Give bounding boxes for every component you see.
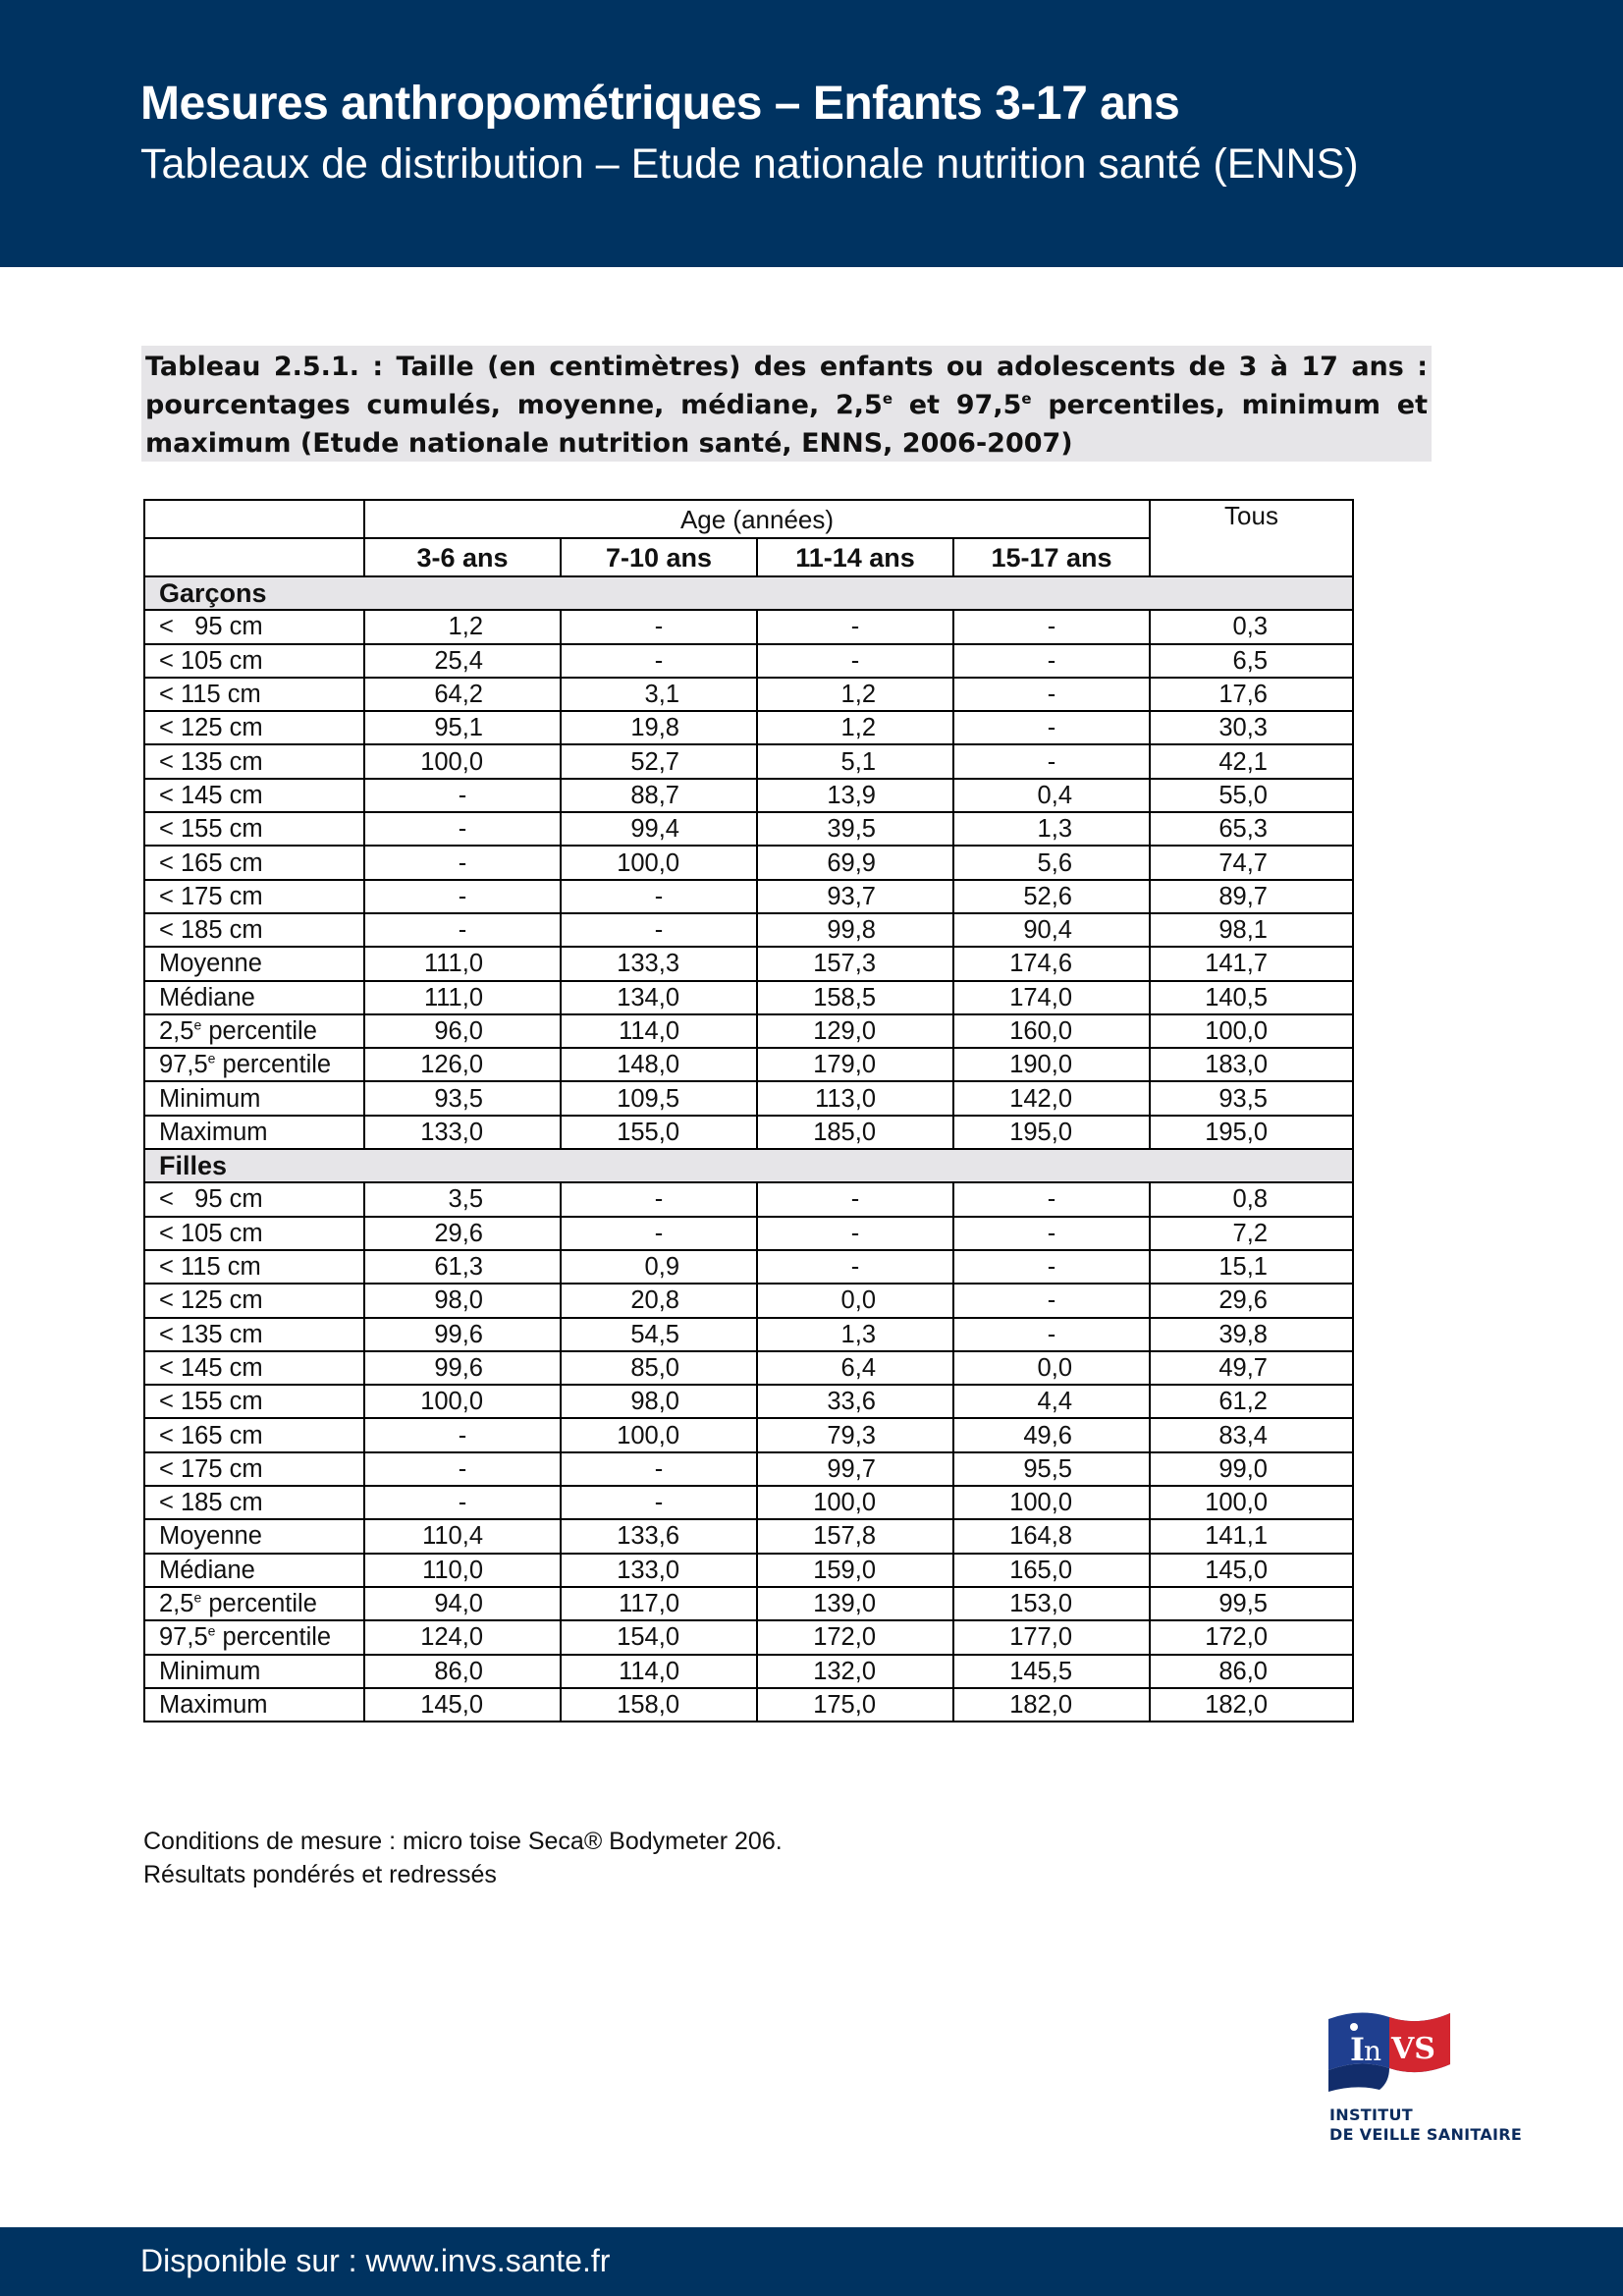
- table-cell: -: [757, 1250, 953, 1284]
- table-cell: 86,0: [1150, 1655, 1353, 1688]
- row-label-text: < 135 cm: [159, 1320, 263, 1348]
- table-cell: 86,0: [364, 1655, 561, 1688]
- table-cell: -: [364, 1418, 561, 1451]
- row-label-sup: e: [193, 1016, 202, 1033]
- table-row: [144, 644, 1353, 678]
- header-corner-2: [144, 538, 364, 576]
- invs-flag-icon: [1321, 2003, 1458, 2102]
- row-label-text: < 125 cm: [159, 714, 263, 742]
- table-cell: 95,1: [364, 711, 561, 744]
- page-title: Mesures anthropométriques – Enfants 3-17 ans: [140, 78, 1180, 130]
- table-cell: 141,1: [1150, 1519, 1353, 1553]
- table-row: [144, 1655, 1353, 1688]
- table-cell: -: [364, 1486, 561, 1519]
- table-cell: 89,7: [1150, 880, 1353, 913]
- table-row: [144, 1385, 1353, 1418]
- table-cell: 52,7: [561, 744, 757, 778]
- row-label-text: 2,5: [159, 1590, 194, 1618]
- table-cell: 1,3: [953, 812, 1150, 846]
- row-label-text: < 165 cm: [159, 1421, 263, 1449]
- table-cell: 0,3: [1150, 610, 1353, 643]
- table-cell: 154,0: [561, 1620, 757, 1654]
- table-cell: 49,6: [953, 1418, 1150, 1451]
- table-cell: 157,3: [757, 947, 953, 980]
- table-row: [144, 678, 1353, 711]
- row-label: [144, 711, 364, 744]
- table-row: [144, 1318, 1353, 1351]
- table-cell: 114,0: [561, 1014, 757, 1048]
- row-label-text: < 125 cm: [159, 1286, 263, 1315]
- table-row: [144, 1014, 1353, 1048]
- row-label-text: < 115 cm: [159, 681, 261, 709]
- page-subtitle: Tableaux de distribution – Etude nationale nutrition santé (ENNS): [140, 140, 1359, 188]
- table-cell: 0,8: [1150, 1182, 1353, 1216]
- row-label-suffix: percentile: [201, 1590, 317, 1618]
- caption-part-1: Tableau 2.5.1. : Taille (en centimètres) des enfants ou adolescents de 3 à 17 ans : pourcentages cumulés, moyenne, médiane, 2,5: [145, 352, 1428, 420]
- table-cell: 95,5: [953, 1452, 1150, 1486]
- row-label: [144, 981, 364, 1014]
- table-cell: 96,0: [364, 1014, 561, 1048]
- table-cell: 145,0: [1150, 1554, 1353, 1587]
- row-label: [144, 1655, 364, 1688]
- table-row: [144, 1519, 1353, 1553]
- row-label: [144, 1048, 364, 1081]
- row-label-text: Médiane: [159, 1556, 255, 1584]
- table-cell: -: [953, 1250, 1150, 1284]
- table-row: [144, 744, 1353, 778]
- table-row: [144, 913, 1353, 947]
- table-row: [144, 846, 1353, 879]
- row-label-text: < 185 cm: [159, 916, 263, 945]
- header-corner: [144, 500, 364, 538]
- section-title: Garçons: [144, 576, 1353, 610]
- table-cell: -: [364, 880, 561, 913]
- row-label: [144, 1014, 364, 1048]
- row-label-text: < 155 cm: [159, 815, 263, 844]
- table-row: [144, 981, 1353, 1014]
- row-label-text: < 135 cm: [159, 747, 263, 776]
- table-row: [144, 1284, 1353, 1317]
- table-cell: 182,0: [1150, 1688, 1353, 1722]
- table-cell: 113,0: [757, 1081, 953, 1115]
- svg-text:VS: VS: [1391, 2032, 1435, 2066]
- table-cell: 142,0: [953, 1081, 1150, 1115]
- table-row: [144, 1048, 1353, 1081]
- table-row: [144, 1418, 1353, 1451]
- table-cell: 99,6: [364, 1351, 561, 1385]
- table-row: [144, 812, 1353, 846]
- table-cell: 39,8: [1150, 1318, 1353, 1351]
- table-cell: 1,3: [757, 1318, 953, 1351]
- row-label: [144, 1116, 364, 1149]
- table-cell: 133,0: [561, 1554, 757, 1587]
- row-label-text: < 175 cm: [159, 882, 263, 910]
- row-label: [144, 812, 364, 846]
- table-cell: -: [953, 1182, 1150, 1216]
- table-cell: 110,4: [364, 1519, 561, 1553]
- table-cell: 3,1: [561, 678, 757, 711]
- row-label-text: 97,5: [159, 1623, 208, 1652]
- table-cell: 114,0: [561, 1655, 757, 1688]
- row-label-suffix: percentile: [215, 1051, 332, 1079]
- table-cell: 20,8: [561, 1284, 757, 1317]
- table-cell: 99,6: [364, 1318, 561, 1351]
- table-cell: 0,4: [953, 779, 1150, 812]
- note-weighting: Résultats pondérés et redressés: [143, 1861, 497, 1888]
- row-label: [144, 1081, 364, 1115]
- table-cell: 124,0: [364, 1620, 561, 1654]
- row-label-text: < 165 cm: [159, 848, 263, 877]
- table-cell: 132,0: [757, 1655, 953, 1688]
- table-cell: 98,0: [364, 1284, 561, 1317]
- table-cell: 100,0: [1150, 1486, 1353, 1519]
- table-cell: 1,2: [757, 711, 953, 744]
- header-row-1: [144, 500, 1353, 538]
- table-cell: 148,0: [561, 1048, 757, 1081]
- caption-part-2: et 97,5: [893, 390, 1022, 420]
- table-cell: -: [364, 779, 561, 812]
- table-cell: 100,0: [757, 1486, 953, 1519]
- table-cell: 99,8: [757, 913, 953, 947]
- table-cell: 165,0: [953, 1554, 1150, 1587]
- table-cell: 94,0: [364, 1587, 561, 1620]
- row-label: [144, 880, 364, 913]
- logo-text-veille: DE VEILLE SANITAIRE: [1329, 2125, 1523, 2144]
- table-cell: 15,1: [1150, 1250, 1353, 1284]
- table-cell: 17,6: [1150, 678, 1353, 711]
- table-cell: 110,0: [364, 1554, 561, 1587]
- table-cell: -: [561, 1182, 757, 1216]
- table-caption: [141, 346, 1432, 462]
- row-label-text: Maximum: [159, 1690, 268, 1719]
- row-label-sup: e: [207, 1622, 216, 1639]
- col-header-15-17: 15-17 ans: [953, 538, 1150, 576]
- row-label: [144, 1587, 364, 1620]
- table-cell: 79,3: [757, 1418, 953, 1451]
- table-row: [144, 1116, 1353, 1149]
- row-label-text: < 145 cm: [159, 781, 263, 809]
- age-header: Age (années): [364, 500, 1150, 538]
- table-row: [144, 1452, 1353, 1486]
- row-label: [144, 1452, 364, 1486]
- table-cell: 111,0: [364, 947, 561, 980]
- table-cell: 100,0: [1150, 1014, 1353, 1048]
- row-label: [144, 1418, 364, 1451]
- table-cell: 6,5: [1150, 644, 1353, 678]
- table-row: [144, 947, 1353, 980]
- section-row: [144, 576, 1353, 610]
- table-cell: 100,0: [364, 744, 561, 778]
- table-cell: 195,0: [1150, 1116, 1353, 1149]
- row-label: [144, 1318, 364, 1351]
- table-cell: 1,2: [757, 678, 953, 711]
- table-cell: 30,3: [1150, 711, 1353, 744]
- table-row: [144, 1182, 1353, 1216]
- table-cell: 140,5: [1150, 981, 1353, 1014]
- table-cell: 133,3: [561, 947, 757, 980]
- table-cell: -: [561, 644, 757, 678]
- table-cell: 85,0: [561, 1351, 757, 1385]
- table-cell: 4,4: [953, 1385, 1150, 1418]
- row-label: [144, 1519, 364, 1553]
- table-cell: 183,0: [1150, 1048, 1353, 1081]
- table-cell: 74,7: [1150, 846, 1353, 879]
- row-label-sup: e: [193, 1589, 202, 1606]
- table-cell: -: [561, 1452, 757, 1486]
- table-cell: 19,8: [561, 711, 757, 744]
- row-label-text: < 175 cm: [159, 1454, 263, 1483]
- table-cell: 5,6: [953, 846, 1150, 879]
- row-label: [144, 744, 364, 778]
- table-cell: 0,0: [953, 1351, 1150, 1385]
- table-cell: 7,2: [1150, 1217, 1353, 1250]
- row-label: [144, 1385, 364, 1418]
- table-row: [144, 1554, 1353, 1587]
- row-label-text: Médiane: [159, 983, 255, 1011]
- table-cell: 158,5: [757, 981, 953, 1014]
- table-cell: 172,0: [757, 1620, 953, 1654]
- table-cell: 90,4: [953, 913, 1150, 947]
- section-row: [144, 1149, 1353, 1182]
- table-cell: 153,0: [953, 1587, 1150, 1620]
- col-header-7-10: 7-10 ans: [561, 538, 757, 576]
- table-cell: 145,0: [364, 1688, 561, 1722]
- table-cell: 100,0: [953, 1486, 1150, 1519]
- table-cell: 182,0: [953, 1688, 1150, 1722]
- table-cell: 5,1: [757, 744, 953, 778]
- col-header-11-14: 11-14 ans: [757, 538, 953, 576]
- table-row: [144, 1351, 1353, 1385]
- table-cell: 134,0: [561, 981, 757, 1014]
- row-label-text: Moyenne: [159, 950, 262, 978]
- table-cell: -: [757, 1217, 953, 1250]
- invs-logo: [1321, 2003, 1523, 2151]
- table-cell: -: [561, 610, 757, 643]
- row-label: [144, 1554, 364, 1587]
- row-label-text: Moyenne: [159, 1522, 262, 1551]
- table-row: [144, 711, 1353, 744]
- table-cell: 55,0: [1150, 779, 1353, 812]
- table-cell: 54,5: [561, 1318, 757, 1351]
- table-cell: 3,5: [364, 1182, 561, 1216]
- row-label: [144, 947, 364, 980]
- table-cell: 98,1: [1150, 913, 1353, 947]
- row-label-text: < 95 cm: [159, 613, 263, 641]
- table-cell: 6,4: [757, 1351, 953, 1385]
- row-label: [144, 644, 364, 678]
- footer-link-text[interactable]: Disponible sur : www.invs.sante.fr: [140, 2243, 611, 2278]
- row-label-text: < 105 cm: [159, 646, 263, 675]
- table-cell: 0,0: [757, 1284, 953, 1317]
- caption-sup-1: e: [882, 390, 893, 408]
- table-cell: 93,7: [757, 880, 953, 913]
- table-row: [144, 880, 1353, 913]
- row-label-text: < 185 cm: [159, 1489, 263, 1517]
- table-cell: 88,7: [561, 779, 757, 812]
- logo-text-institut: INSTITUT: [1329, 2105, 1413, 2124]
- table-row: [144, 610, 1353, 643]
- table-cell: 99,5: [1150, 1587, 1353, 1620]
- row-label-text: < 145 cm: [159, 1353, 263, 1382]
- table-cell: -: [953, 644, 1150, 678]
- table-cell: 174,0: [953, 981, 1150, 1014]
- table-cell: -: [561, 913, 757, 947]
- table-cell: 133,0: [364, 1116, 561, 1149]
- table-cell: 61,2: [1150, 1385, 1353, 1418]
- col-header-3-6: 3-6 ans: [364, 538, 561, 576]
- table-cell: -: [953, 744, 1150, 778]
- row-label-text: Minimum: [159, 1657, 261, 1685]
- table-cell: 99,0: [1150, 1452, 1353, 1486]
- row-label: [144, 610, 364, 643]
- row-label: [144, 846, 364, 879]
- table-cell: -: [953, 678, 1150, 711]
- section-title: Filles: [144, 1149, 1353, 1182]
- table-cell: 179,0: [757, 1048, 953, 1081]
- table-cell: -: [953, 1284, 1150, 1317]
- tous-header: Tous: [1150, 500, 1353, 576]
- table-cell: 1,2: [364, 610, 561, 643]
- table-cell: -: [757, 644, 953, 678]
- row-label-text: < 95 cm: [159, 1185, 263, 1214]
- row-label-text: Minimum: [159, 1084, 261, 1113]
- table-cell: 158,0: [561, 1688, 757, 1722]
- table-cell: 49,7: [1150, 1351, 1353, 1385]
- table-cell: -: [364, 913, 561, 947]
- caption-sup-2: e: [1021, 390, 1032, 408]
- row-label-sup: e: [207, 1050, 216, 1066]
- table-cell: -: [953, 711, 1150, 744]
- table-cell: 64,2: [364, 678, 561, 711]
- table-cell: 175,0: [757, 1688, 953, 1722]
- row-label: [144, 913, 364, 947]
- table-cell: 109,5: [561, 1081, 757, 1115]
- table-cell: 39,5: [757, 812, 953, 846]
- table-cell: 172,0: [1150, 1620, 1353, 1654]
- table-cell: 145,5: [953, 1655, 1150, 1688]
- table-cell: 185,0: [757, 1116, 953, 1149]
- table-row: [144, 1217, 1353, 1250]
- table-row: [144, 1620, 1353, 1654]
- table-cell: 0,9: [561, 1250, 757, 1284]
- table-cell: -: [953, 610, 1150, 643]
- table-cell: 160,0: [953, 1014, 1150, 1048]
- row-label-suffix: percentile: [201, 1017, 317, 1045]
- row-label: [144, 678, 364, 711]
- table-cell: 164,8: [953, 1519, 1150, 1553]
- table-cell: -: [364, 846, 561, 879]
- table-cell: 100,0: [561, 1418, 757, 1451]
- table-cell: 83,4: [1150, 1418, 1353, 1451]
- table-cell: 98,0: [561, 1385, 757, 1418]
- data-table: [143, 499, 1354, 1722]
- svg-text:I: I: [1350, 2031, 1365, 2068]
- row-label-text: 2,5: [159, 1017, 194, 1045]
- table-cell: 93,5: [364, 1081, 561, 1115]
- table-cell: -: [757, 1182, 953, 1216]
- row-label-text: < 105 cm: [159, 1219, 263, 1247]
- header-banner: [0, 0, 1623, 267]
- table-row: [144, 1081, 1353, 1115]
- table-cell: -: [561, 1217, 757, 1250]
- row-label: [144, 1284, 364, 1317]
- table-cell: 99,7: [757, 1452, 953, 1486]
- note-conditions: Conditions de mesure : micro toise Seca® Bodymeter 206.: [143, 1828, 783, 1855]
- row-label: [144, 1351, 364, 1385]
- table-cell: -: [364, 1452, 561, 1486]
- row-label-text: Maximum: [159, 1118, 268, 1146]
- row-label: [144, 779, 364, 812]
- table-cell: 99,4: [561, 812, 757, 846]
- table-cell: 157,8: [757, 1519, 953, 1553]
- table-row: [144, 1250, 1353, 1284]
- table-cell: 33,6: [757, 1385, 953, 1418]
- row-label-text: 97,5: [159, 1051, 208, 1079]
- table-cell: 117,0: [561, 1587, 757, 1620]
- table-row: [144, 1688, 1353, 1722]
- row-label: [144, 1486, 364, 1519]
- footer-banner: [0, 2227, 1623, 2296]
- table-cell: 159,0: [757, 1554, 953, 1587]
- table-cell: 100,0: [364, 1385, 561, 1418]
- table-cell: 65,3: [1150, 812, 1353, 846]
- table-row: [144, 779, 1353, 812]
- table-cell: 42,1: [1150, 744, 1353, 778]
- table-cell: -: [953, 1217, 1150, 1250]
- table-cell: 13,9: [757, 779, 953, 812]
- row-label: [144, 1688, 364, 1722]
- table-cell: -: [561, 880, 757, 913]
- row-label: [144, 1620, 364, 1654]
- table-cell: -: [561, 1486, 757, 1519]
- table-cell: 174,6: [953, 947, 1150, 980]
- row-label: [144, 1250, 364, 1284]
- table-cell: 126,0: [364, 1048, 561, 1081]
- caption-part-3: percentiles, minimum et maximum (Etude nationale nutrition santé, ENNS, 2006-2007): [145, 390, 1428, 459]
- table-cell: 52,6: [953, 880, 1150, 913]
- table-cell: 69,9: [757, 846, 953, 879]
- table-cell: 93,5: [1150, 1081, 1353, 1115]
- table-cell: 155,0: [561, 1116, 757, 1149]
- table-cell: 190,0: [953, 1048, 1150, 1081]
- table-cell: -: [757, 610, 953, 643]
- table-cell: 100,0: [561, 846, 757, 879]
- table-cell: -: [953, 1318, 1150, 1351]
- table-cell: 141,7: [1150, 947, 1353, 980]
- row-label-text: < 155 cm: [159, 1388, 263, 1416]
- table-cell: 111,0: [364, 981, 561, 1014]
- table-cell: 29,6: [1150, 1284, 1353, 1317]
- table-cell: 133,6: [561, 1519, 757, 1553]
- row-label-text: < 115 cm: [159, 1253, 261, 1282]
- table-cell: 139,0: [757, 1587, 953, 1620]
- table-cell: 25,4: [364, 644, 561, 678]
- table-cell: 29,6: [364, 1217, 561, 1250]
- table-cell: -: [364, 812, 561, 846]
- table-cell: 61,3: [364, 1250, 561, 1284]
- table-cell: 177,0: [953, 1620, 1150, 1654]
- row-label: [144, 1182, 364, 1216]
- table-notes: [143, 1825, 783, 1891]
- table-cell: 129,0: [757, 1014, 953, 1048]
- svg-text:n: n: [1364, 2035, 1382, 2067]
- table-row: [144, 1486, 1353, 1519]
- table-cell: 195,0: [953, 1116, 1150, 1149]
- row-label: [144, 1217, 364, 1250]
- table-row: [144, 1587, 1353, 1620]
- row-label-suffix: percentile: [215, 1623, 332, 1652]
